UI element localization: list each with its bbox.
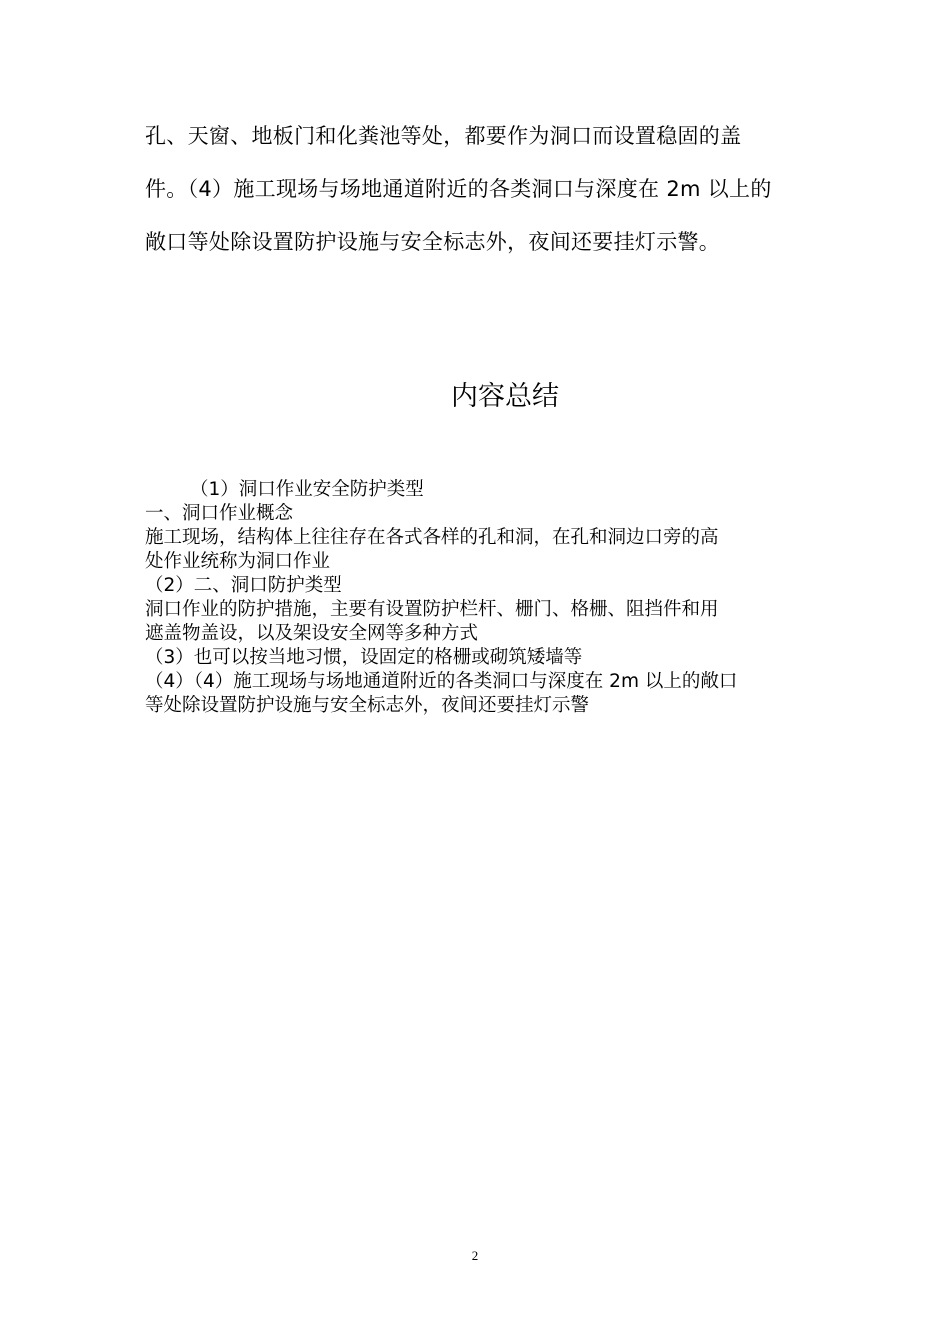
summary-line: 处作业统称为洞口作业 — [145, 551, 331, 572]
body-line: 件。（4）施工现场与场地通道附近的各类洞口与深度在 2m 以上的 — [145, 177, 772, 201]
summary-line: （1）洞口作业安全防护类型 — [190, 479, 424, 500]
summary-line: 等处除设置防护设施与安全标志外，夜间还要挂灯示警 — [145, 695, 590, 716]
summary-title: 内容总结 — [451, 381, 559, 412]
body-paragraph — [145, 110, 825, 269]
summary-line: 遮盖物盖设，以及架设安全网等多种方式 — [145, 623, 479, 644]
page-number: 2 — [471, 1248, 479, 1263]
body-line: 敞口等处除设置防护设施与安全标志外，夜间还要挂灯示警。 — [145, 230, 721, 254]
summary-line: 洞口作业的防护措施，主要有设置防护栏杆、栅门、格栅、阻挡件和用 — [145, 599, 719, 620]
summary-line: （4）（4）施工现场与场地通道附近的各类洞口与深度在 2m 以上的敞口 — [145, 671, 738, 692]
summary-line: 一、洞口作业概念 — [145, 503, 294, 524]
summary-line: （2）二、洞口防护类型 — [145, 575, 342, 596]
body-line: 孔、天窗、地板门和化粪池等处，都要作为洞口而设置稳固的盖 — [145, 124, 742, 148]
summary-line: （3）也可以按当地习惯，设固定的格栅或砌筑矮墙等 — [145, 647, 583, 668]
summary-line: 施工现场，结构体上往往存在各式各样的孔和洞，在孔和洞边口旁的高 — [145, 527, 719, 548]
summary-content — [145, 478, 825, 718]
